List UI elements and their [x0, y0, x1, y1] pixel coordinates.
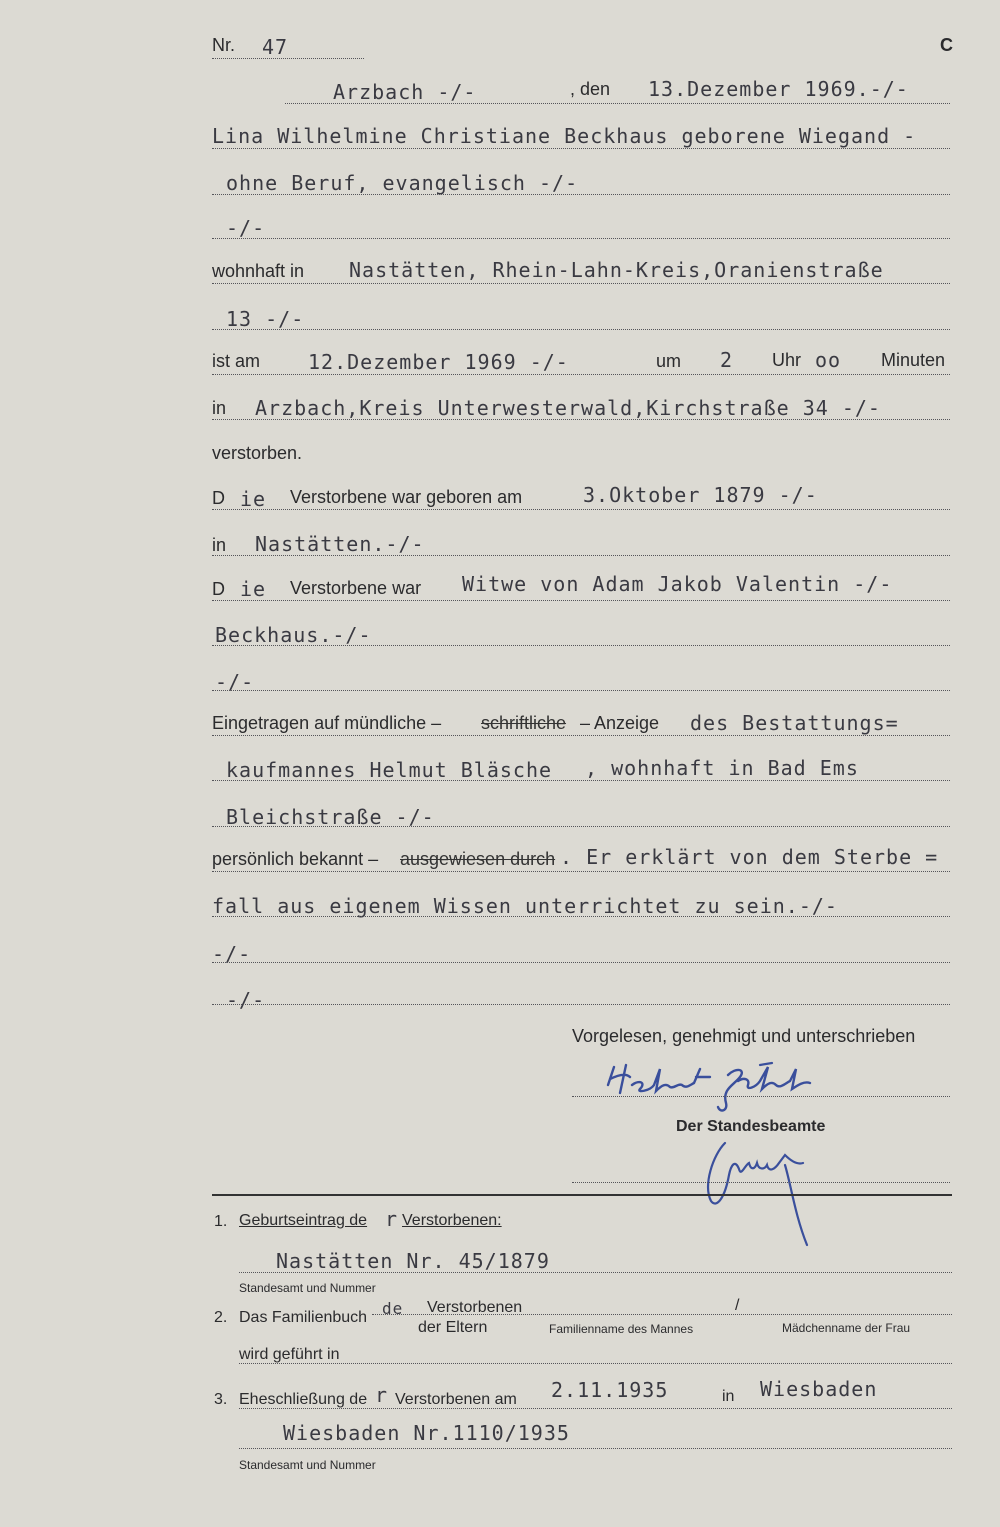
note-3-caption: Standesamt und Nummer — [239, 1458, 376, 1472]
residence-label: wohnhaft in — [212, 261, 305, 281]
date: 13.Dezember 1969.-/- — [648, 77, 909, 101]
registrar-signature-line — [572, 1182, 950, 1183]
informant: des Bestattungs= — [690, 711, 899, 735]
known-label: persönlich bekannt – — [212, 849, 379, 869]
death-place: Arzbach,Kreis Unterwesterwald,Kirchstraße 34 -/- — [255, 396, 881, 420]
date-line — [285, 103, 950, 104]
note-3-number: 3. — [214, 1391, 228, 1408]
residence-cont-line — [212, 329, 950, 330]
statement-2-line — [212, 916, 950, 917]
um-label: um — [656, 351, 682, 371]
note-2-line — [372, 1314, 952, 1315]
registrar-signature — [695, 1135, 815, 1250]
note-2-text: Das Familienbuch — [239, 1309, 368, 1326]
note-2-slash: / — [735, 1297, 740, 1314]
note-3-in: in — [722, 1388, 735, 1405]
extra-line-1: -/- — [226, 216, 266, 240]
minuten-label: Minuten — [881, 350, 946, 370]
place: Arzbach -/- — [333, 80, 477, 104]
note-2-de: de — [382, 1299, 404, 1318]
marital-d-suffix: ie — [240, 577, 267, 601]
marital-line — [212, 600, 950, 601]
ist-am-label: ist am — [212, 351, 261, 371]
note-1-caption: Standesamt und Nummer — [239, 1281, 376, 1295]
informant-signature — [600, 1055, 830, 1115]
informant-residence-line — [212, 826, 950, 827]
residence: Nastätten, Rhein-Lahn-Kreis,Oranienstraße — [349, 258, 884, 282]
closing-text: Vorgelesen, genehmigt und unterschrieben — [572, 1026, 916, 1046]
note-3-value: Wiesbaden Nr.1110/1935 — [283, 1421, 570, 1445]
marital-cont-line — [212, 645, 950, 646]
death-minutes: oo — [815, 348, 842, 372]
note-3-value-line — [239, 1448, 952, 1449]
extra-line-1-rule — [212, 238, 950, 239]
birth-d-label: D — [212, 488, 225, 508]
registration-extra-1: -/- — [212, 942, 252, 966]
registration-line — [212, 735, 950, 736]
den-label: , den — [570, 79, 611, 99]
statement-2: fall aus eigenem Wissen unterrichtet zu sein.-/- — [212, 894, 838, 918]
occupation-line — [212, 194, 950, 195]
birth-label: Verstorbene war geboren am — [290, 487, 523, 507]
statement-line — [212, 871, 950, 872]
note-2-caption-mann: Familienname des Mannes — [549, 1322, 694, 1336]
registration-label-end: – Anzeige — [580, 713, 660, 733]
registration-struck: schriftliche — [481, 713, 567, 733]
informant-2: kaufmannes Helmut Bläsche — [226, 758, 553, 782]
nr-label: Nr. — [212, 35, 236, 55]
verstorben-label: verstorben. — [212, 443, 303, 463]
note-1-number: 1. — [214, 1213, 228, 1230]
death-in-label: in — [212, 398, 227, 418]
informant-signature-line — [572, 1096, 950, 1097]
residence-cont: 13 -/- — [226, 307, 305, 331]
birth-place: Nastätten.-/- — [255, 532, 425, 556]
residence-line — [212, 283, 950, 284]
death-time-line — [212, 374, 950, 375]
note-1-text-b: Verstorbenen: — [402, 1212, 502, 1229]
statement: . Er erklärt von dem Sterbe = — [560, 845, 939, 869]
registration-extra-2: -/- — [226, 988, 266, 1012]
note-2-eltern: der Eltern — [418, 1319, 488, 1336]
registration-extra-2-line — [212, 1004, 950, 1005]
note-3-r: r — [375, 1383, 389, 1407]
name-line — [212, 148, 950, 149]
section-separator — [212, 1194, 952, 1196]
marital-extra: -/- — [215, 670, 255, 694]
uhr-label: Uhr — [772, 350, 802, 370]
registrar-label: Der Standesbeamte — [676, 1118, 826, 1135]
note-2-caption-frau: Mädchenname der Frau — [782, 1321, 911, 1335]
note-2-gefuehrt: wird geführt in — [239, 1346, 340, 1363]
note-3-text-b: Verstorbenen am — [395, 1391, 517, 1408]
registration-label-start: Eingetragen auf mündliche – — [212, 713, 442, 733]
note-1-value: Nastätten Nr. 45/1879 — [276, 1249, 550, 1273]
note-2-number: 2. — [214, 1309, 228, 1326]
birth-date: 3.Oktober 1879 -/- — [583, 483, 818, 507]
note-1-r: r — [385, 1207, 399, 1231]
death-place-line — [212, 419, 950, 420]
death-hour: 2 — [720, 348, 734, 372]
note-1-text-a: Geburtseintrag de — [239, 1212, 368, 1229]
birth-place-line — [212, 555, 950, 556]
birth-in-label: in — [212, 535, 227, 555]
corner-letter: C — [940, 35, 953, 55]
note-3-place: Wiesbaden — [760, 1377, 878, 1401]
known-struck: ausgewiesen durch — [400, 849, 556, 869]
marital-cont: Beckhaus.-/- — [215, 623, 372, 647]
marital-status: Witwe von Adam Jakob Valentin -/- — [462, 572, 893, 596]
marital-label: Verstorbene war — [290, 578, 422, 598]
informant-line — [212, 780, 950, 781]
note-2-gefuehrt-line — [239, 1363, 952, 1364]
note-3-date: 2.11.1935 — [551, 1378, 669, 1402]
note-3-text-a: Eheschließung de — [239, 1391, 368, 1408]
birth-line — [212, 509, 950, 510]
note-3-line — [239, 1408, 952, 1409]
informant-residence-2: Bleichstraße -/- — [226, 805, 435, 829]
note-2-verstorbenen: Verstorbenen — [427, 1299, 523, 1316]
note-1-line — [239, 1272, 952, 1273]
nr-value: 47 — [262, 35, 289, 59]
birth-d-suffix: ie — [240, 487, 267, 511]
death-date: 12.Dezember 1969 -/- — [308, 350, 569, 374]
informant-residence: , wohnhaft in Bad Ems — [585, 756, 859, 780]
deceased-name: Lina Wilhelmine Christiane Beckhaus geborene Wiegand - — [212, 124, 917, 148]
nr-line — [212, 58, 364, 59]
marital-extra-line — [212, 690, 950, 691]
occupation: ohne Beruf, evangelisch -/- — [226, 171, 579, 195]
marital-d-label: D — [212, 579, 225, 599]
registration-extra-1-line — [212, 962, 950, 963]
